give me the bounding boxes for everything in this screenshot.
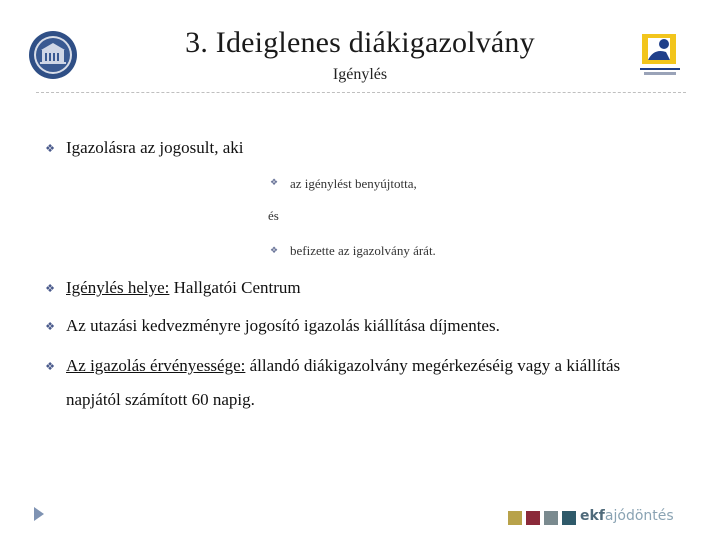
bullet-item-free-of-charge: Az utazási kedvezményre jogosító igazolás kiállítása díjmentes. [66,316,500,335]
bullet-item-eligibility: Igazolásra az jogosult, aki [66,138,244,157]
brand-square-teal [562,511,576,525]
slide-subtitle: Igénylés [332,66,388,83]
bullet-icon: ❖ [45,282,55,295]
validity-label: Az igazolás érvényessége: [66,356,246,375]
sub-item-submitted: az igénylést benyújtotta, [290,176,417,191]
brand-square-maroon [526,511,540,525]
bullet-icon: ❖ [45,360,55,373]
next-slide-arrow-icon[interactable] [32,506,46,522]
location-value: Hallgatói Centrum [169,278,301,297]
bullet-item-location [66,278,301,298]
brand-logo-text [580,508,674,524]
sub-item-paid: befizette az igazolvány árát. [290,243,436,258]
sub-bullet-icon: ❖ [269,178,279,188]
bullet-item-validity-continued: napjától számított 60 napig. [66,390,255,409]
sub-bullet-icon: ❖ [269,246,279,256]
slide-title: 3. Ideiglenes diákigazolvány [185,26,535,59]
connector-text: és [268,208,279,223]
header-divider [36,92,686,93]
brand-square-gray [544,511,558,525]
bullet-icon: ❖ [45,320,55,333]
location-label: Igénylés helye: [66,278,170,297]
brand-bold: ekf [580,508,605,524]
bullet-item-validity [66,356,620,376]
brand-square-gold [508,511,522,525]
validity-value: állandó diákigazolvány megérkezéséig vagy a kiállítás [245,356,621,375]
student-union-logo [634,30,686,80]
bullet-icon: ❖ [45,142,55,155]
brand-rest: ajódöntés [604,508,674,524]
